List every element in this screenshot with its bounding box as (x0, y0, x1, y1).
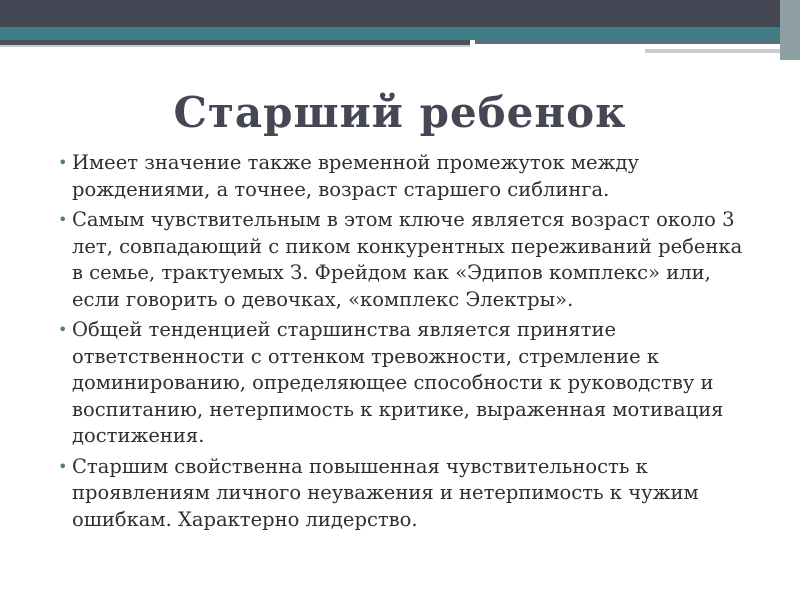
bullet-dot-icon: • (58, 153, 68, 172)
header-corner-block (780, 0, 800, 60)
bullet-text: Самым чувствительным в этом ключе является возраст около 3 лет, совпадающий с пиком конкурентных переживаний ребенка в семье, трактуемых З. Фрейдом как «Эдипов комплекс» или, если говорить о девочках, «комплекс Электры». (72, 208, 743, 311)
header-teal-stripe (0, 27, 780, 40)
bullet-dot-icon: • (58, 456, 68, 476)
bullet-item-3 (58, 317, 758, 450)
bullet-text: Общей тенденцией старшинства является принятие ответственности с оттенком тревожности, стремление к доминированию, определяющее способности к руководству и воспитанию, нетерпимость к критике, выраженная мотивация достижения. (72, 318, 724, 447)
header-dark-stripe (0, 0, 780, 27)
bullet-text: Старшим свойственна повышенная чувствительность к проявлениям личного неуважения и нетерпимость к чужим ошибкам. Характерно лидерство. (72, 454, 699, 531)
header-light-stripe (0, 45, 470, 47)
bullet-text: Имеет значение также временной промежуток между рождениями, а точнее, возраст старшего сиблинга. (72, 151, 639, 201)
slide-title: Старший ребенок (173, 88, 627, 137)
header-right-stripe (475, 40, 780, 44)
bullet-item-2 (58, 207, 758, 313)
bullet-dot-icon: • (58, 320, 68, 339)
header-right-light-stripe (645, 49, 780, 53)
bullet-dot-icon: • (58, 210, 68, 229)
bullet-item-1 (58, 150, 758, 203)
bullet-list (58, 150, 758, 537)
bullet-item-4 (58, 454, 758, 534)
header-decoration-band (0, 0, 800, 60)
